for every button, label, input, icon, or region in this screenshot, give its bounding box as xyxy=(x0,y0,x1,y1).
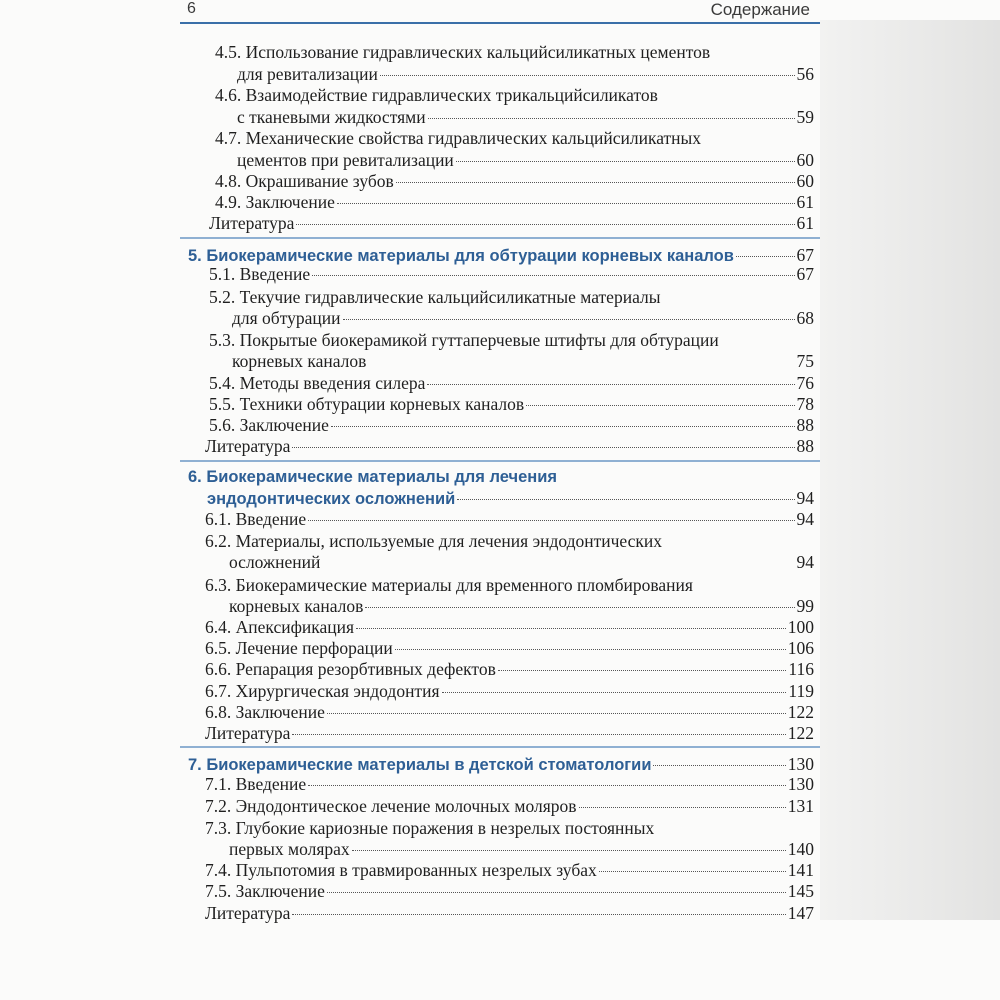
toc-page-number: 145 xyxy=(787,881,814,901)
toc-entry-7-3[interactable] xyxy=(229,839,814,860)
dot-leader xyxy=(599,871,786,872)
toc-page-number: 56 xyxy=(796,64,814,84)
dot-leader xyxy=(396,182,795,183)
toc-page-number: 61 xyxy=(796,213,814,233)
dot-leader xyxy=(498,670,787,671)
toc-entry-4-5-line1: 4.5. Использование гидравлических кальцийсиликатных цементов xyxy=(215,42,711,62)
toc-entry-title: 6.6. Репарация резорбтивных дефектов xyxy=(205,659,496,679)
toc-page-number: 130 xyxy=(787,754,814,774)
dot-leader xyxy=(308,520,794,521)
toc-page-number: 106 xyxy=(787,638,814,658)
toc-page-number: 75 xyxy=(796,351,814,371)
toc-entry-title: 7.2. Эндодонтическое лечение молочных моляров xyxy=(205,796,577,816)
dot-leader xyxy=(343,319,795,320)
toc-entry-5-3[interactable] xyxy=(232,351,814,372)
toc-entry-5-5[interactable] xyxy=(209,394,814,415)
toc-page-number: 67 xyxy=(796,264,814,284)
toc-entry-title: Литература xyxy=(205,903,291,923)
dot-leader xyxy=(356,628,786,629)
toc-entry-title: 7.1. Введение xyxy=(205,774,307,794)
toc-entry-literature-7[interactable] xyxy=(205,903,814,924)
header-rule xyxy=(180,22,820,24)
toc-entry-title: Литература xyxy=(209,213,295,233)
toc-entry-title: для ревитализации xyxy=(237,64,378,84)
dot-leader xyxy=(308,785,786,786)
dot-leader xyxy=(327,713,786,714)
toc-page-number: 76 xyxy=(796,373,814,393)
toc-entry-literature-4[interactable] xyxy=(209,213,814,234)
toc-entry-title: 6.7. Хирургическая эндодонтия xyxy=(205,681,440,701)
toc-page-number: 131 xyxy=(787,796,814,816)
toc-entry-title: цементов при ревитализации xyxy=(237,150,454,170)
toc-entry-4-7[interactable] xyxy=(237,150,814,171)
chapter-divider xyxy=(180,460,820,462)
toc-page-number: 88 xyxy=(796,415,814,435)
toc-entry-title: 5.4. Методы введения силера xyxy=(209,373,426,393)
toc-page-number: 78 xyxy=(796,394,814,414)
dot-leader xyxy=(327,892,786,893)
chapter-title: 5. Биокерамические материалы для обтурации корневых каналов xyxy=(188,247,734,265)
toc-entry-4-5[interactable] xyxy=(237,64,814,85)
toc-chapter-6-line1: 6. Биокерамические материалы для лечения xyxy=(188,468,558,486)
toc-entry-6-6[interactable] xyxy=(205,659,814,680)
toc-page-number: 60 xyxy=(796,150,814,170)
toc-entry-title: 6.4. Апексификация xyxy=(205,617,355,637)
toc-entry-title: 4.9. Заключение xyxy=(215,192,335,212)
toc-entry-6-2-line1: 6.2. Материалы, используемые для лечения эндодонтических xyxy=(205,531,663,551)
toc-entry-7-5[interactable] xyxy=(205,881,814,902)
toc-entry-title: 6.8. Заключение xyxy=(205,702,325,722)
chapter-title: эндодонтических осложнений xyxy=(207,490,456,508)
toc-entry-title: 5.6. Заключение xyxy=(209,415,329,435)
toc-entry-5-2[interactable] xyxy=(232,308,814,329)
toc-entry-title: Литература xyxy=(205,723,291,743)
dot-leader xyxy=(456,161,795,162)
toc-chapter-7[interactable] xyxy=(188,754,814,776)
toc-entry-6-1[interactable] xyxy=(205,509,814,530)
dot-leader xyxy=(380,75,795,76)
dot-leader xyxy=(352,850,786,851)
running-head: Содержание xyxy=(710,0,810,19)
dot-leader xyxy=(579,807,786,808)
toc-entry-title: для обтурации xyxy=(232,308,341,328)
toc-entry-4-7-line1: 4.7. Механические свойства гидравлических кальцийсиликатных xyxy=(215,128,702,148)
toc-page-number: 67 xyxy=(796,245,814,265)
toc-entry-literature-5[interactable] xyxy=(205,436,814,457)
dot-leader xyxy=(292,734,785,735)
toc-entry-6-8[interactable] xyxy=(205,702,814,723)
page-number: 6 xyxy=(187,0,196,17)
toc-entry-literature-6[interactable] xyxy=(205,723,814,744)
chapter-divider xyxy=(180,746,820,748)
toc-page-number: 88 xyxy=(796,436,814,456)
toc-entry-title: 6.5. Лечение перфорации xyxy=(205,638,393,658)
toc-chapter-6[interactable] xyxy=(207,488,814,510)
dot-leader xyxy=(292,914,785,915)
toc-entry-5-3-line1: 5.3. Покрытые биокерамикой гуттаперчевые штифты для обтурации xyxy=(209,330,719,350)
toc-entry-4-8[interactable] xyxy=(215,171,814,192)
toc-entry-title: с тканевыми жидкостями xyxy=(237,107,426,127)
toc-page-number: 122 xyxy=(787,723,814,743)
toc-entry-title: первых молярах xyxy=(229,839,350,859)
dot-leader xyxy=(312,275,794,276)
dot-leader xyxy=(331,426,795,427)
toc-page-number: 130 xyxy=(787,774,814,794)
toc-entry-4-6-line1: 4.6. Взаимодействие гидравлических трикальцийсиликатов xyxy=(215,85,658,105)
toc-page-number: 94 xyxy=(796,552,814,572)
toc-entry-title: 7.5. Заключение xyxy=(205,881,325,901)
toc-entry-title: корневых каналов xyxy=(229,596,364,616)
toc-entry-5-4[interactable] xyxy=(209,373,814,394)
toc-page-number: 119 xyxy=(788,681,814,701)
dot-leader xyxy=(428,118,795,119)
toc-page-number: 60 xyxy=(796,171,814,191)
toc-page-number: 122 xyxy=(787,702,814,722)
toc-entry-title: осложнений xyxy=(229,552,321,572)
toc-page-number: 116 xyxy=(788,659,814,679)
toc-entry-6-7[interactable] xyxy=(205,681,814,702)
dot-leader xyxy=(427,384,794,385)
toc-page-number: 147 xyxy=(787,903,814,923)
toc-entry-title: 7.4. Пульпотомия в травмированных незрелых зубах xyxy=(205,860,597,880)
toc-page-number: 59 xyxy=(796,107,814,127)
toc-entry-title: Литература xyxy=(205,436,291,456)
toc-entry-7-4[interactable] xyxy=(205,860,814,881)
toc-entry-title: 5.5. Техники обтурации корневых каналов xyxy=(209,394,525,414)
toc-page-number: 61 xyxy=(796,192,814,212)
toc-entry-title: 5.1. Введение xyxy=(209,264,311,284)
toc-entry-5-1[interactable] xyxy=(209,264,814,285)
toc-entry-6-3-line1: 6.3. Биокерамические материалы для временного пломбирования xyxy=(205,575,693,595)
facing-page-bleed xyxy=(820,20,1000,920)
dot-leader xyxy=(442,692,787,693)
dot-leader xyxy=(395,649,786,650)
dot-leader xyxy=(292,447,794,448)
toc-entry-5-6[interactable] xyxy=(209,415,814,436)
dot-leader xyxy=(368,362,794,363)
toc-entry-6-4[interactable] xyxy=(205,617,814,638)
dot-leader xyxy=(653,765,785,766)
dot-leader xyxy=(296,224,794,225)
dot-leader xyxy=(322,563,794,564)
toc-entry-7-2[interactable] xyxy=(205,796,814,817)
dot-leader xyxy=(736,256,795,257)
toc-entry-title: 6.1. Введение xyxy=(205,509,307,529)
chapter-divider xyxy=(180,237,820,239)
toc-entry-4-6[interactable] xyxy=(237,107,814,128)
toc-entry-6-3[interactable] xyxy=(229,596,814,617)
toc-page-number: 68 xyxy=(796,308,814,328)
toc-entry-title: корневых каналов xyxy=(232,351,367,371)
toc-entry-5-2-line1: 5.2. Текучие гидравлические кальцийсиликатные материалы xyxy=(209,287,661,307)
toc-entry-7-1[interactable] xyxy=(205,774,814,795)
dot-leader xyxy=(526,405,794,406)
toc-entry-title: 4.8. Окрашивание зубов xyxy=(215,171,394,191)
toc-page-number: 100 xyxy=(787,617,814,637)
toc-page-number: 94 xyxy=(796,509,814,529)
toc-entry-4-9[interactable] xyxy=(215,192,814,213)
toc-page-number: 141 xyxy=(787,860,814,880)
toc-page-number: 99 xyxy=(796,596,814,616)
dot-leader xyxy=(337,203,795,204)
toc-entry-6-5[interactable] xyxy=(205,638,814,659)
toc-entry-6-2[interactable] xyxy=(229,552,814,573)
dot-leader xyxy=(365,607,794,608)
chapter-title: 7. Биокерамические материалы в детской стоматологии xyxy=(188,756,652,774)
toc-page-number: 140 xyxy=(787,839,814,859)
toc-entry-7-3-line1: 7.3. Глубокие кариозные поражения в незрелых постоянных xyxy=(205,818,655,838)
toc-page-number: 94 xyxy=(796,488,814,508)
dot-leader xyxy=(457,499,794,500)
